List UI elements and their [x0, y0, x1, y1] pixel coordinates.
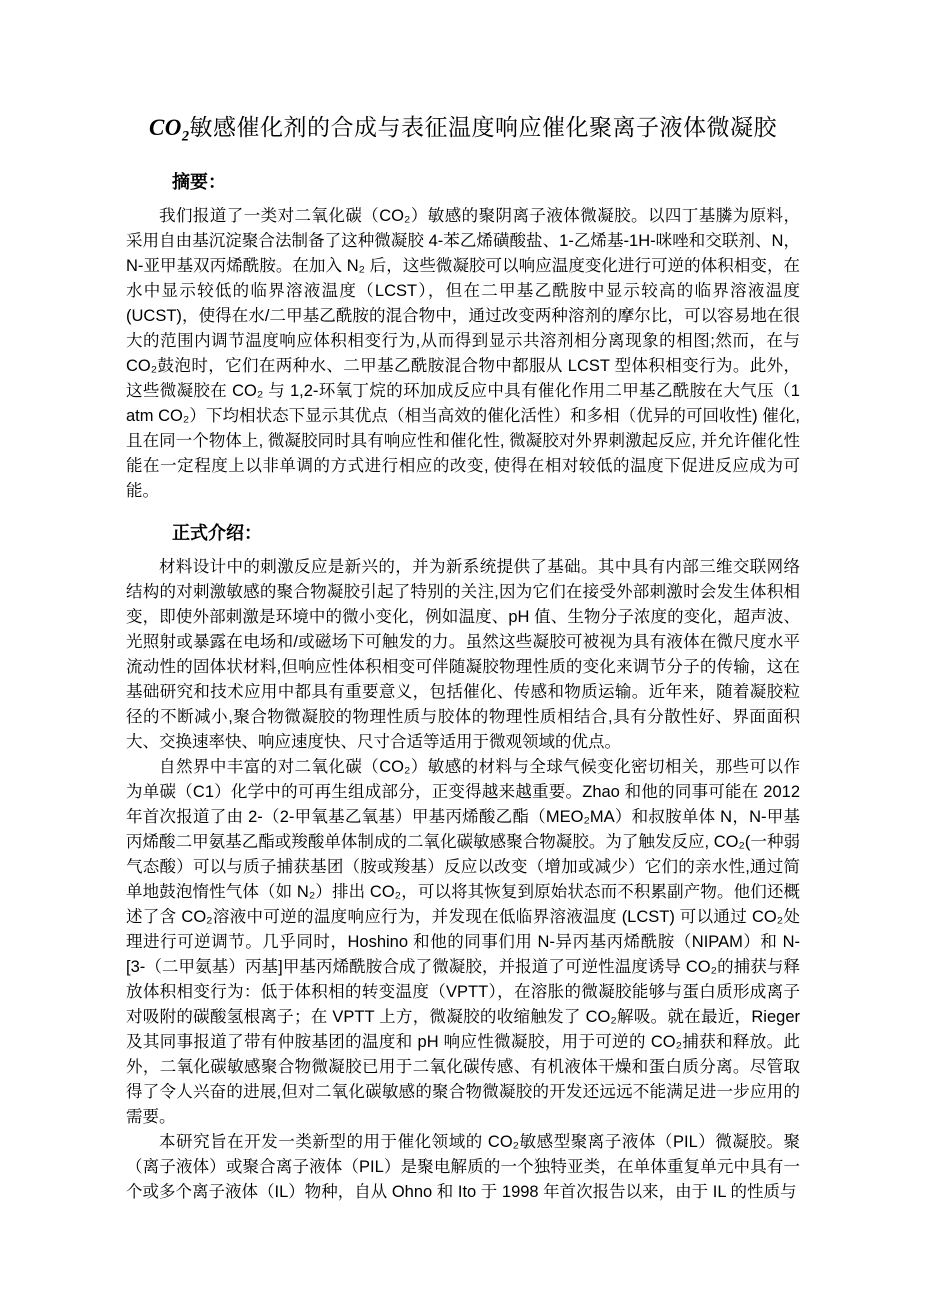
abstract-heading: 摘要： [172, 172, 226, 192]
title-text: 敏感催化剂的合成与表征温度响应催化聚离子液体微凝胶 [189, 114, 778, 140]
introduction-paragraph-2: 自然界中丰富的对二氧化碳（CO₂）敏感的材料与全球气候变化密切相关，那些可以作为单碳（C1）化学中的可再生组成部分，正变得越来越重要。Zhao 和他的同事可能在 2012 年首次报道了由 2-（2-甲氧基乙氧基）甲基丙烯酸乙酯（MEO₂MA）和叔胺单体 N，N-甲基丙烯酸二甲氨基乙酯或羧酸单体制成的二氧化碳敏感聚合物凝胶。为了触发反应, CO₂(一种弱气态酸）可以与质子捕获基团（胺或羧基）反应以改变（增加或减少）它们的亲水性,通过简单地鼓泡惰性气体（如 N₂）排出 CO₂，可以将其恢复到原始状态而不积累副产物。他们还概述了含 CO₂溶液中可逆的温度响应行为，并发现在低临界溶液温度 (LCST) 可以通过 CO₂处理进行可逆调节。几乎同时，Hoshino 和他的同事们用 N-异丙基丙烯酰胺（NIPAM）和 N-[3-（二甲氨基）丙基]甲基丙烯酰胺合成了微凝胶，并报道了可逆性温度诱导 CO₂的捕获与释放体积相变行为：低于体积相的转变温度（VPTT），在溶胀的微凝胶能够与蛋白质形成离子对吸附的碳酸氢根离子；在 VPTT 上方，微凝胶的收缩触发了 CO₂解吸。就在最近，Rieger 及其同事报道了带有仲胺基团的温度和 pH 响应性微凝胶，用于可逆的 CO₂捕获和释放。此外，二氧化碳敏感聚合物微凝胶已用于二氧化碳传感、有机液体干燥和蛋白质分离。尽管取得了令人兴奋的进展,但对二氧化碳敏感的聚合物微凝胶的开发还远远不能满足进一步应用的需要。 [126, 758, 800, 1126]
title-chem-formula [148, 115, 190, 145]
introduction-heading: 正式介绍： [172, 523, 262, 543]
document-title [126, 110, 800, 145]
introduction-paragraph-1: 材料设计中的刺激反应是新兴的，并为新系统提供了基础。其中具有内部三维交联网络结构的对刺激敏感的聚合物凝胶引起了特别的关注,因为它们在接受外部刺激时会发生体积相变，即使外部刺激是环境中的微小变化，例如温度、pH 值、生物分子浓度的变化，超声波、光照射或暴露在电场和/或磁场下可触发的力。虽然这些凝胶可被视为具有液体在微尺度水平流动性的固体状材料,但响应性体积相变可伴随凝胶物理性质的变化来调节分子的传输，这在基础研究和技术应用中都具有重要意义，包括催化、传感和物质运输。近年来，随着凝胶粒径的不断减小,聚合物微凝胶的物理性质与胶体的物理性质相结合,具有分散性好、界面面积大、交换速率快、响应速度快、尺寸合适等适用于微观领域的优点。 [126, 558, 800, 751]
title-chem-subscript: 2 [181, 128, 190, 145]
introduction-paragraph-3: 本研究旨在开发一类新型的用于催化领域的 CO₂敏感型聚离子液体（PIL）微凝胶。聚（离子液体）或聚合离子液体（PIL）是聚电解质的一个独特亚类，在单体重复单元中具有一个或多个离子液体（IL）物种，自从 Ohno 和 Ito 于 1998 年首次报告以来，由于 IL 的性质与 [126, 1133, 800, 1201]
abstract-paragraph: 我们报道了一类对二氧化碳（CO₂）敏感的聚阴离子液体微凝胶。以四丁基膦为原料，采用自由基沉淀聚合法制备了这种微凝胶 4-苯乙烯磺酸盐、1-乙烯基-1H-咪唑和交联剂、N，N-亚甲基双丙烯酰胺。在加入 N₂ 后，这些微凝胶可以响应温度变化进行可逆的体积相变，在水中显示较低的临界溶液温度（LCST），但在二甲基乙酰胺中显示较高的临界溶液温度 (UCST)，使得在水/二甲基乙酰胺的混合物中，通过改变两种溶剂的摩尔比，可以容易地在很大的范围内调节温度响应体积相变行为,从而得到显示共溶剂相分离现象的相图;然而，在与 CO₂鼓泡时，它们在两种水、二甲基乙酰胺混合物中都服从 LCST 型体积相变行为。此外，这些微凝胶在 CO₂ 与 1,2-环氧丁烷的环加成反应中具有催化作用二甲基乙酰胺在大气压（1 atm CO₂）下均相状态下显示其优点（相当高效的催化活性）和多相（优异的可回收性) 催化, 且在同一个物体上, 微凝胶同时具有响应性和催化性, 微凝胶对外界刺激起反应, 并允许催化性能在一定程度上以非单调的方式进行相应的改变, 使得在相对较低的温度下促进反应成为可能。 [126, 207, 800, 500]
title-chem-prefix: CO [148, 115, 182, 140]
